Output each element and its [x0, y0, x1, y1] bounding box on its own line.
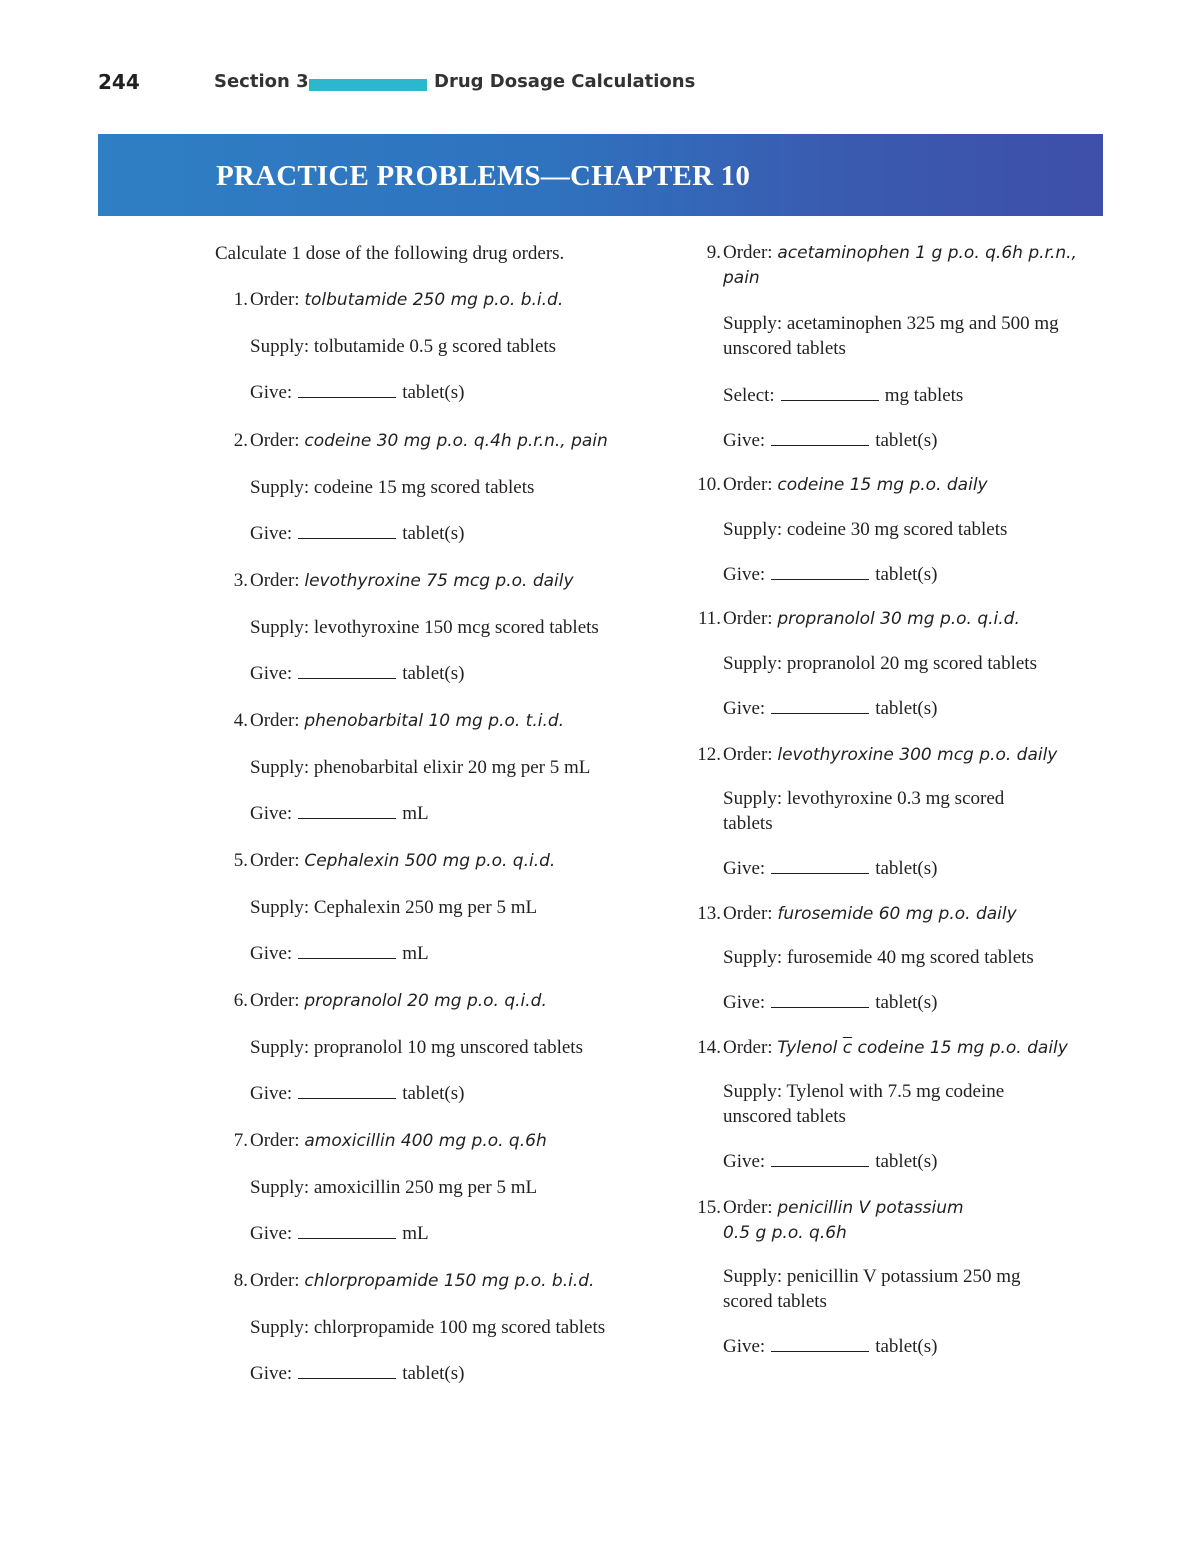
supply-label: Supply:	[250, 617, 314, 638]
supply-line	[250, 1175, 537, 1200]
problem-number: 1.	[233, 289, 248, 310]
supply-line-continued	[723, 1104, 846, 1129]
supply-label: Supply:	[250, 1317, 314, 1338]
order-line	[250, 428, 608, 454]
supply-line	[250, 1035, 583, 1060]
select-label: Select:	[723, 385, 775, 406]
answer-blank[interactable]	[298, 1081, 396, 1099]
give-unit: mL	[402, 1223, 429, 1244]
section-label: Section 3	[214, 71, 309, 92]
order-label: Order:	[723, 474, 778, 495]
answer-blank[interactable]	[771, 856, 869, 874]
order-label: Order:	[723, 1037, 778, 1058]
supply-label: Supply:	[250, 1177, 314, 1198]
supply-line	[723, 517, 1007, 542]
give-unit: tablet(s)	[402, 382, 465, 403]
supply-label: Supply:	[250, 336, 314, 357]
supply-line	[723, 945, 1034, 970]
supply-text: levothyroxine 0.3 mg scored	[786, 788, 1005, 809]
order-label: Order:	[723, 1197, 778, 1218]
order-line	[250, 568, 574, 594]
problem-number: 3.	[233, 570, 248, 591]
give-unit: mL	[402, 803, 429, 824]
give-label: Give:	[250, 523, 293, 544]
supply-text: acetaminophen 325 mg and 500 mg	[786, 313, 1059, 334]
give-unit: tablet(s)	[875, 1336, 938, 1357]
order-text: amoxicillin 400 mg p.o. q.6h	[304, 1131, 547, 1151]
give-label: Give:	[723, 1151, 766, 1172]
supply-text: codeine 15 mg scored tablets	[313, 477, 535, 498]
supply-line	[250, 334, 556, 359]
give-label: Give:	[723, 1336, 766, 1357]
give-label: Give:	[250, 382, 293, 403]
give-line	[723, 562, 937, 587]
supply-text: unscored tablets	[723, 1106, 846, 1127]
select-unit: mg tablets	[884, 385, 964, 406]
give-unit: tablet(s)	[875, 992, 938, 1013]
supply-text: levothyroxine 150 mcg scored tablets	[313, 617, 599, 638]
supply-line	[250, 615, 599, 640]
order-line	[250, 287, 563, 313]
give-label: Give:	[723, 858, 766, 879]
problem-number: 15.	[697, 1197, 721, 1218]
order-line	[250, 708, 564, 734]
order-label: Order:	[723, 744, 778, 765]
supply-line-continued	[723, 336, 846, 361]
give-label: Give:	[723, 430, 766, 451]
supply-line	[250, 475, 534, 500]
give-line	[250, 1081, 464, 1106]
answer-blank[interactable]	[298, 1221, 396, 1239]
give-label: Give:	[723, 992, 766, 1013]
supply-label: Supply:	[723, 1266, 787, 1287]
order-text: Cephalexin 500 mg p.o. q.i.d.	[304, 851, 556, 871]
answer-blank[interactable]	[298, 941, 396, 959]
problem-number: 4.	[233, 710, 248, 731]
order-text: penicillin V potassium	[777, 1198, 964, 1218]
problem-number: 9.	[706, 242, 721, 263]
order-line-continued	[723, 265, 760, 291]
supply-text: propranolol 10 mg unscored tablets	[313, 1037, 583, 1058]
give-line	[723, 990, 937, 1015]
order-text: pain	[723, 268, 760, 288]
give-line	[250, 661, 464, 686]
supply-text: unscored tablets	[723, 338, 846, 359]
order-line	[723, 472, 988, 498]
order-label: Order:	[723, 903, 778, 924]
supply-label: Supply:	[723, 653, 787, 674]
section-title: Drug Dosage Calculations	[434, 71, 696, 92]
order-line	[723, 742, 1057, 768]
order-line	[723, 901, 1017, 927]
order-label: Order:	[250, 990, 305, 1011]
give-unit: tablet(s)	[402, 1363, 465, 1384]
supply-line	[723, 311, 1059, 336]
supply-text: Cephalexin 250 mg per 5 mL	[313, 897, 538, 918]
supply-label: Supply:	[723, 1081, 787, 1102]
give-unit: tablet(s)	[875, 698, 938, 719]
order-text: tolbutamide 250 mg p.o. b.i.d.	[304, 290, 564, 310]
answer-blank[interactable]	[771, 990, 869, 1008]
supply-line	[250, 895, 537, 920]
supply-label: Supply:	[723, 947, 787, 968]
supply-text: chlorpropamide 100 mg scored tablets	[313, 1317, 606, 1338]
give-label: Give:	[723, 564, 766, 585]
supply-line	[723, 1079, 1004, 1104]
order-text: 0.5 g p.o. q.6h	[723, 1223, 847, 1243]
problem-number: 5.	[233, 850, 248, 871]
supply-text: penicillin V potassium 250 mg	[786, 1266, 1021, 1287]
order-text: propranolol 20 mg p.o. q.i.d.	[304, 991, 547, 1011]
order-label: Order:	[250, 850, 305, 871]
supply-label: Supply:	[250, 1037, 314, 1058]
supply-line	[723, 786, 1004, 811]
supply-text: propranolol 20 mg scored tablets	[786, 653, 1037, 674]
give-line	[250, 1221, 429, 1246]
instructions-text: Calculate 1 dose of the following drug orders.	[215, 243, 565, 264]
give-label: Give:	[250, 943, 293, 964]
give-unit: tablet(s)	[875, 430, 938, 451]
give-label: Give:	[250, 1083, 293, 1104]
order-label: Order:	[250, 1130, 305, 1151]
problem-number: 14.	[697, 1037, 721, 1058]
answer-blank[interactable]	[771, 428, 869, 446]
order-line	[723, 606, 1020, 632]
order-line-continued	[723, 1220, 847, 1246]
select-line	[723, 383, 963, 408]
supply-line-continued	[723, 1289, 827, 1314]
supply-text: furosemide 40 mg scored tablets	[786, 947, 1034, 968]
order-line	[250, 848, 555, 874]
supply-label: Supply:	[723, 313, 787, 334]
answer-blank[interactable]	[298, 661, 396, 679]
order-text: Tylenol	[777, 1038, 843, 1058]
give-unit: tablet(s)	[875, 564, 938, 585]
give-label: Give:	[250, 1223, 293, 1244]
order-label: Order:	[723, 608, 778, 629]
answer-blank[interactable]	[771, 696, 869, 714]
supply-line	[250, 1315, 605, 1340]
order-label: Order:	[250, 1270, 305, 1291]
supply-line	[723, 1264, 1021, 1289]
order-text: chlorpropamide 150 mg p.o. b.i.d.	[304, 1271, 595, 1291]
select-answer-blank[interactable]	[781, 383, 879, 401]
order-label: Order:	[250, 289, 305, 310]
supply-line-continued	[723, 811, 773, 836]
supply-line	[723, 651, 1037, 676]
give-label: Give:	[250, 803, 293, 824]
supply-text: scored tablets	[723, 1291, 827, 1312]
supply-label: Supply:	[250, 477, 314, 498]
supply-label: Supply:	[250, 757, 314, 778]
give-line	[250, 1361, 464, 1386]
problem-number: 12.	[697, 744, 721, 765]
order-text: levothyroxine 300 mcg p.o. daily	[777, 745, 1058, 765]
order-text: codeine 30 mg p.o. q.4h p.r.n., pain	[304, 431, 608, 451]
order-label: Order:	[723, 242, 778, 263]
give-label: Give:	[250, 663, 293, 684]
supply-text: tablets	[723, 813, 773, 834]
supply-text: phenobarbital elixir 20 mg per 5 mL	[313, 757, 591, 778]
give-unit: tablet(s)	[875, 858, 938, 879]
give-unit: tablet(s)	[402, 663, 465, 684]
order-line	[723, 1195, 964, 1221]
order-label: Order:	[250, 570, 305, 591]
supply-label: Supply:	[723, 788, 787, 809]
give-line	[723, 428, 937, 453]
running-head	[98, 70, 798, 98]
give-line	[250, 521, 464, 546]
problem-number: 11.	[697, 608, 721, 629]
problem-number: 13.	[697, 903, 721, 924]
supply-line	[250, 755, 590, 780]
give-unit: tablet(s)	[402, 523, 465, 544]
order-text: levothyroxine 75 mcg p.o. daily	[304, 571, 574, 591]
give-line	[723, 696, 937, 721]
problem-number: 2.	[233, 430, 248, 451]
section-color-bar	[309, 79, 427, 91]
give-line	[250, 801, 429, 826]
problem-number: 8.	[233, 1270, 248, 1291]
give-label: Give:	[250, 1363, 293, 1384]
answer-blank[interactable]	[771, 1149, 869, 1167]
give-line	[250, 941, 429, 966]
order-line	[723, 240, 1077, 266]
order-text: acetaminophen 1 g p.o. q.6h p.r.n.,	[777, 243, 1077, 263]
order-line	[250, 988, 547, 1014]
give-unit: tablet(s)	[402, 1083, 465, 1104]
order-text: codeine 15 mg p.o. daily	[852, 1038, 1068, 1058]
give-unit: mL	[402, 943, 429, 964]
answer-blank[interactable]	[298, 801, 396, 819]
supply-text: tolbutamide 0.5 g scored tablets	[313, 336, 557, 357]
order-text: codeine 15 mg p.o. daily	[777, 475, 988, 495]
answer-blank[interactable]	[771, 562, 869, 580]
give-unit: tablet(s)	[875, 1151, 938, 1172]
supply-label: Supply:	[723, 519, 787, 540]
give-line	[250, 380, 464, 405]
give-label: Give:	[723, 698, 766, 719]
order-label: Order:	[250, 430, 305, 451]
give-line	[723, 856, 937, 881]
answer-blank[interactable]	[298, 380, 396, 398]
problem-number: 7.	[233, 1130, 248, 1151]
problem-number: 10.	[697, 474, 721, 495]
problem-number: 6.	[233, 990, 248, 1011]
supply-label: Supply:	[250, 897, 314, 918]
give-line	[723, 1149, 937, 1174]
answer-blank[interactable]	[771, 1334, 869, 1352]
order-line	[723, 1035, 1068, 1061]
chapter-banner	[98, 134, 1103, 216]
answer-blank[interactable]	[298, 1361, 396, 1379]
with-symbol: $\overline{c}$	[842, 1038, 853, 1058]
page-number: 244	[98, 70, 140, 94]
supply-text: Tylenol with 7.5 mg codeine	[786, 1081, 1005, 1102]
order-text: furosemide 60 mg p.o. daily	[777, 904, 1017, 924]
order-line	[250, 1268, 594, 1294]
order-label: Order:	[250, 710, 305, 731]
supply-text: codeine 30 mg scored tablets	[786, 519, 1008, 540]
order-line	[250, 1128, 547, 1154]
order-text: propranolol 30 mg p.o. q.i.d.	[777, 609, 1020, 629]
order-text: phenobarbital 10 mg p.o. t.i.d.	[304, 711, 565, 731]
give-line	[723, 1334, 937, 1359]
answer-blank[interactable]	[298, 521, 396, 539]
supply-text: amoxicillin 250 mg per 5 mL	[313, 1177, 538, 1198]
banner-title: PRACTICE PROBLEMS—CHAPTER 10	[216, 160, 751, 192]
